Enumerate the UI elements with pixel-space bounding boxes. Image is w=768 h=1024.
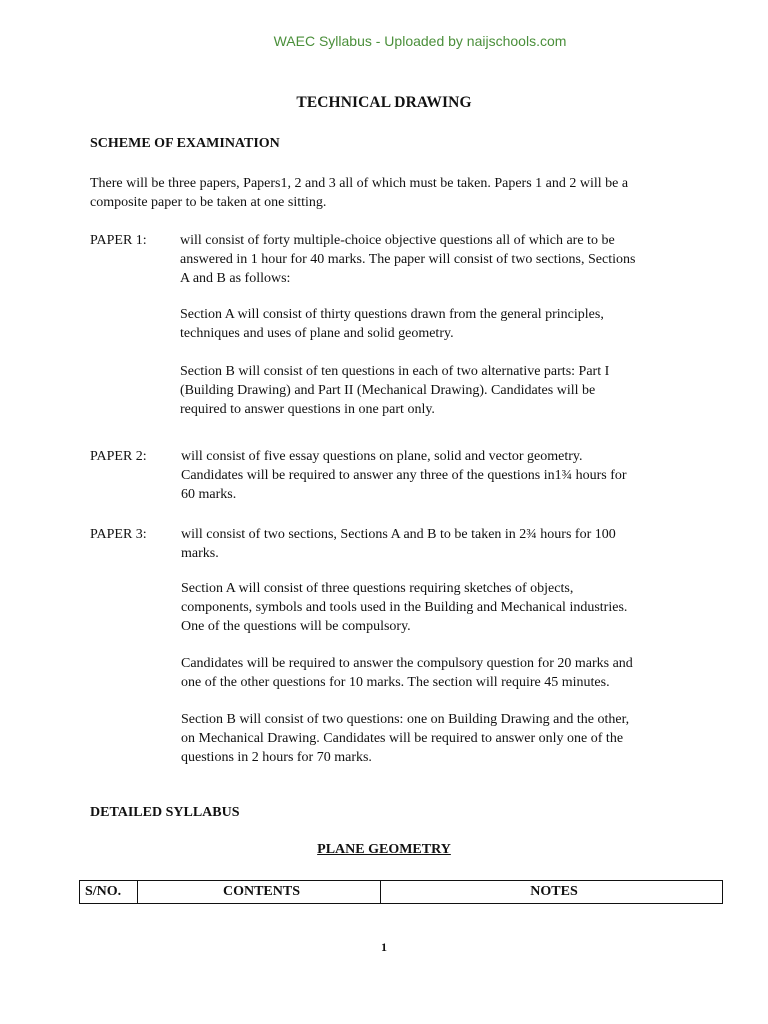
paper3-paragraph-3 <box>181 654 741 692</box>
text-line: will consist of two sections, Sections A and B to be taken in 2¾ hours for 100 <box>181 527 616 542</box>
section-title: PLANE GEOMETRY <box>317 842 451 857</box>
watermark-text: WAEC Syllabus - Uploaded by naijschools.com <box>273 33 567 49</box>
text-line: composite paper to be taken at one sitting. <box>90 195 327 210</box>
text-line: Section B will consist of ten questions in each of two alternative parts: Part I <box>180 364 610 379</box>
text-line: 60 marks. <box>181 487 237 502</box>
page-title: TECHNICAL DRAWING <box>296 94 472 111</box>
text-line: Section B will consist of two questions: one on Building Drawing and the other, <box>181 712 630 727</box>
text-line: Section A will consist of three questions requiring sketches of objects, <box>181 581 574 596</box>
text-line: There will be three papers, Papers1, 2 and 3 all of which must be taken. Papers 1 and 2 will be a <box>90 176 629 191</box>
paper1-paragraph-2 <box>180 305 740 343</box>
text-line: answered in 1 hour for 40 marks. The paper will consist of two sections, Sections <box>180 252 636 267</box>
intro-paragraph <box>90 174 740 212</box>
paper3-paragraph-2 <box>181 579 741 636</box>
paper3-label: PAPER 3: <box>90 527 147 542</box>
paper3-paragraph-1 <box>181 525 741 563</box>
text-line: will consist of forty multiple-choice objective questions all of which are to be <box>180 233 615 248</box>
paper2-label: PAPER 2: <box>90 449 147 464</box>
column-header-sno: S/NO. <box>80 881 138 904</box>
text-line: marks. <box>181 546 219 561</box>
text-line: Candidates will be required to answer the compulsory question for 20 marks and <box>181 656 633 671</box>
text-line: required to answer questions in one part only. <box>180 402 435 417</box>
paper3-paragraph-4 <box>181 710 741 767</box>
paper1-paragraph-1 <box>180 231 740 288</box>
text-line: questions in 2 hours for 70 marks. <box>181 750 372 765</box>
text-line: (Building Drawing) and Part II (Mechanical Drawing). Candidates will be <box>180 383 596 398</box>
text-line: will consist of five essay questions on plane, solid and vector geometry. <box>181 449 583 464</box>
text-line: techniques and uses of plane and solid geometry. <box>180 326 454 341</box>
text-line: components, symbols and tools used in the Building and Mechanical industries. <box>181 600 628 615</box>
column-header-notes: NOTES <box>381 881 723 904</box>
syllabus-table <box>79 880 723 904</box>
paper1-paragraph-3 <box>180 362 740 419</box>
column-header-contents: CONTENTS <box>138 881 381 904</box>
text-line: on Mechanical Drawing. Candidates will be required to answer only one of the <box>181 731 624 746</box>
text-line: Section A will consist of thirty questions drawn from the general principles, <box>180 307 604 322</box>
page-number: 1 <box>381 940 387 954</box>
text-line: A and B as follows: <box>180 271 291 286</box>
text-line: one of the other questions for 10 marks. The section will require 45 minutes. <box>181 675 610 690</box>
paper1-label: PAPER 1: <box>90 233 147 248</box>
text-line: Candidates will be required to answer any three of the questions in1¾ hours for <box>181 468 627 483</box>
text-line: One of the questions will be compulsory. <box>181 619 411 634</box>
paper2-paragraph <box>181 447 741 504</box>
detailed-syllabus-heading: DETAILED SYLLABUS <box>90 805 240 820</box>
scheme-heading: SCHEME OF EXAMINATION <box>90 136 280 151</box>
table-header-row <box>80 881 723 904</box>
